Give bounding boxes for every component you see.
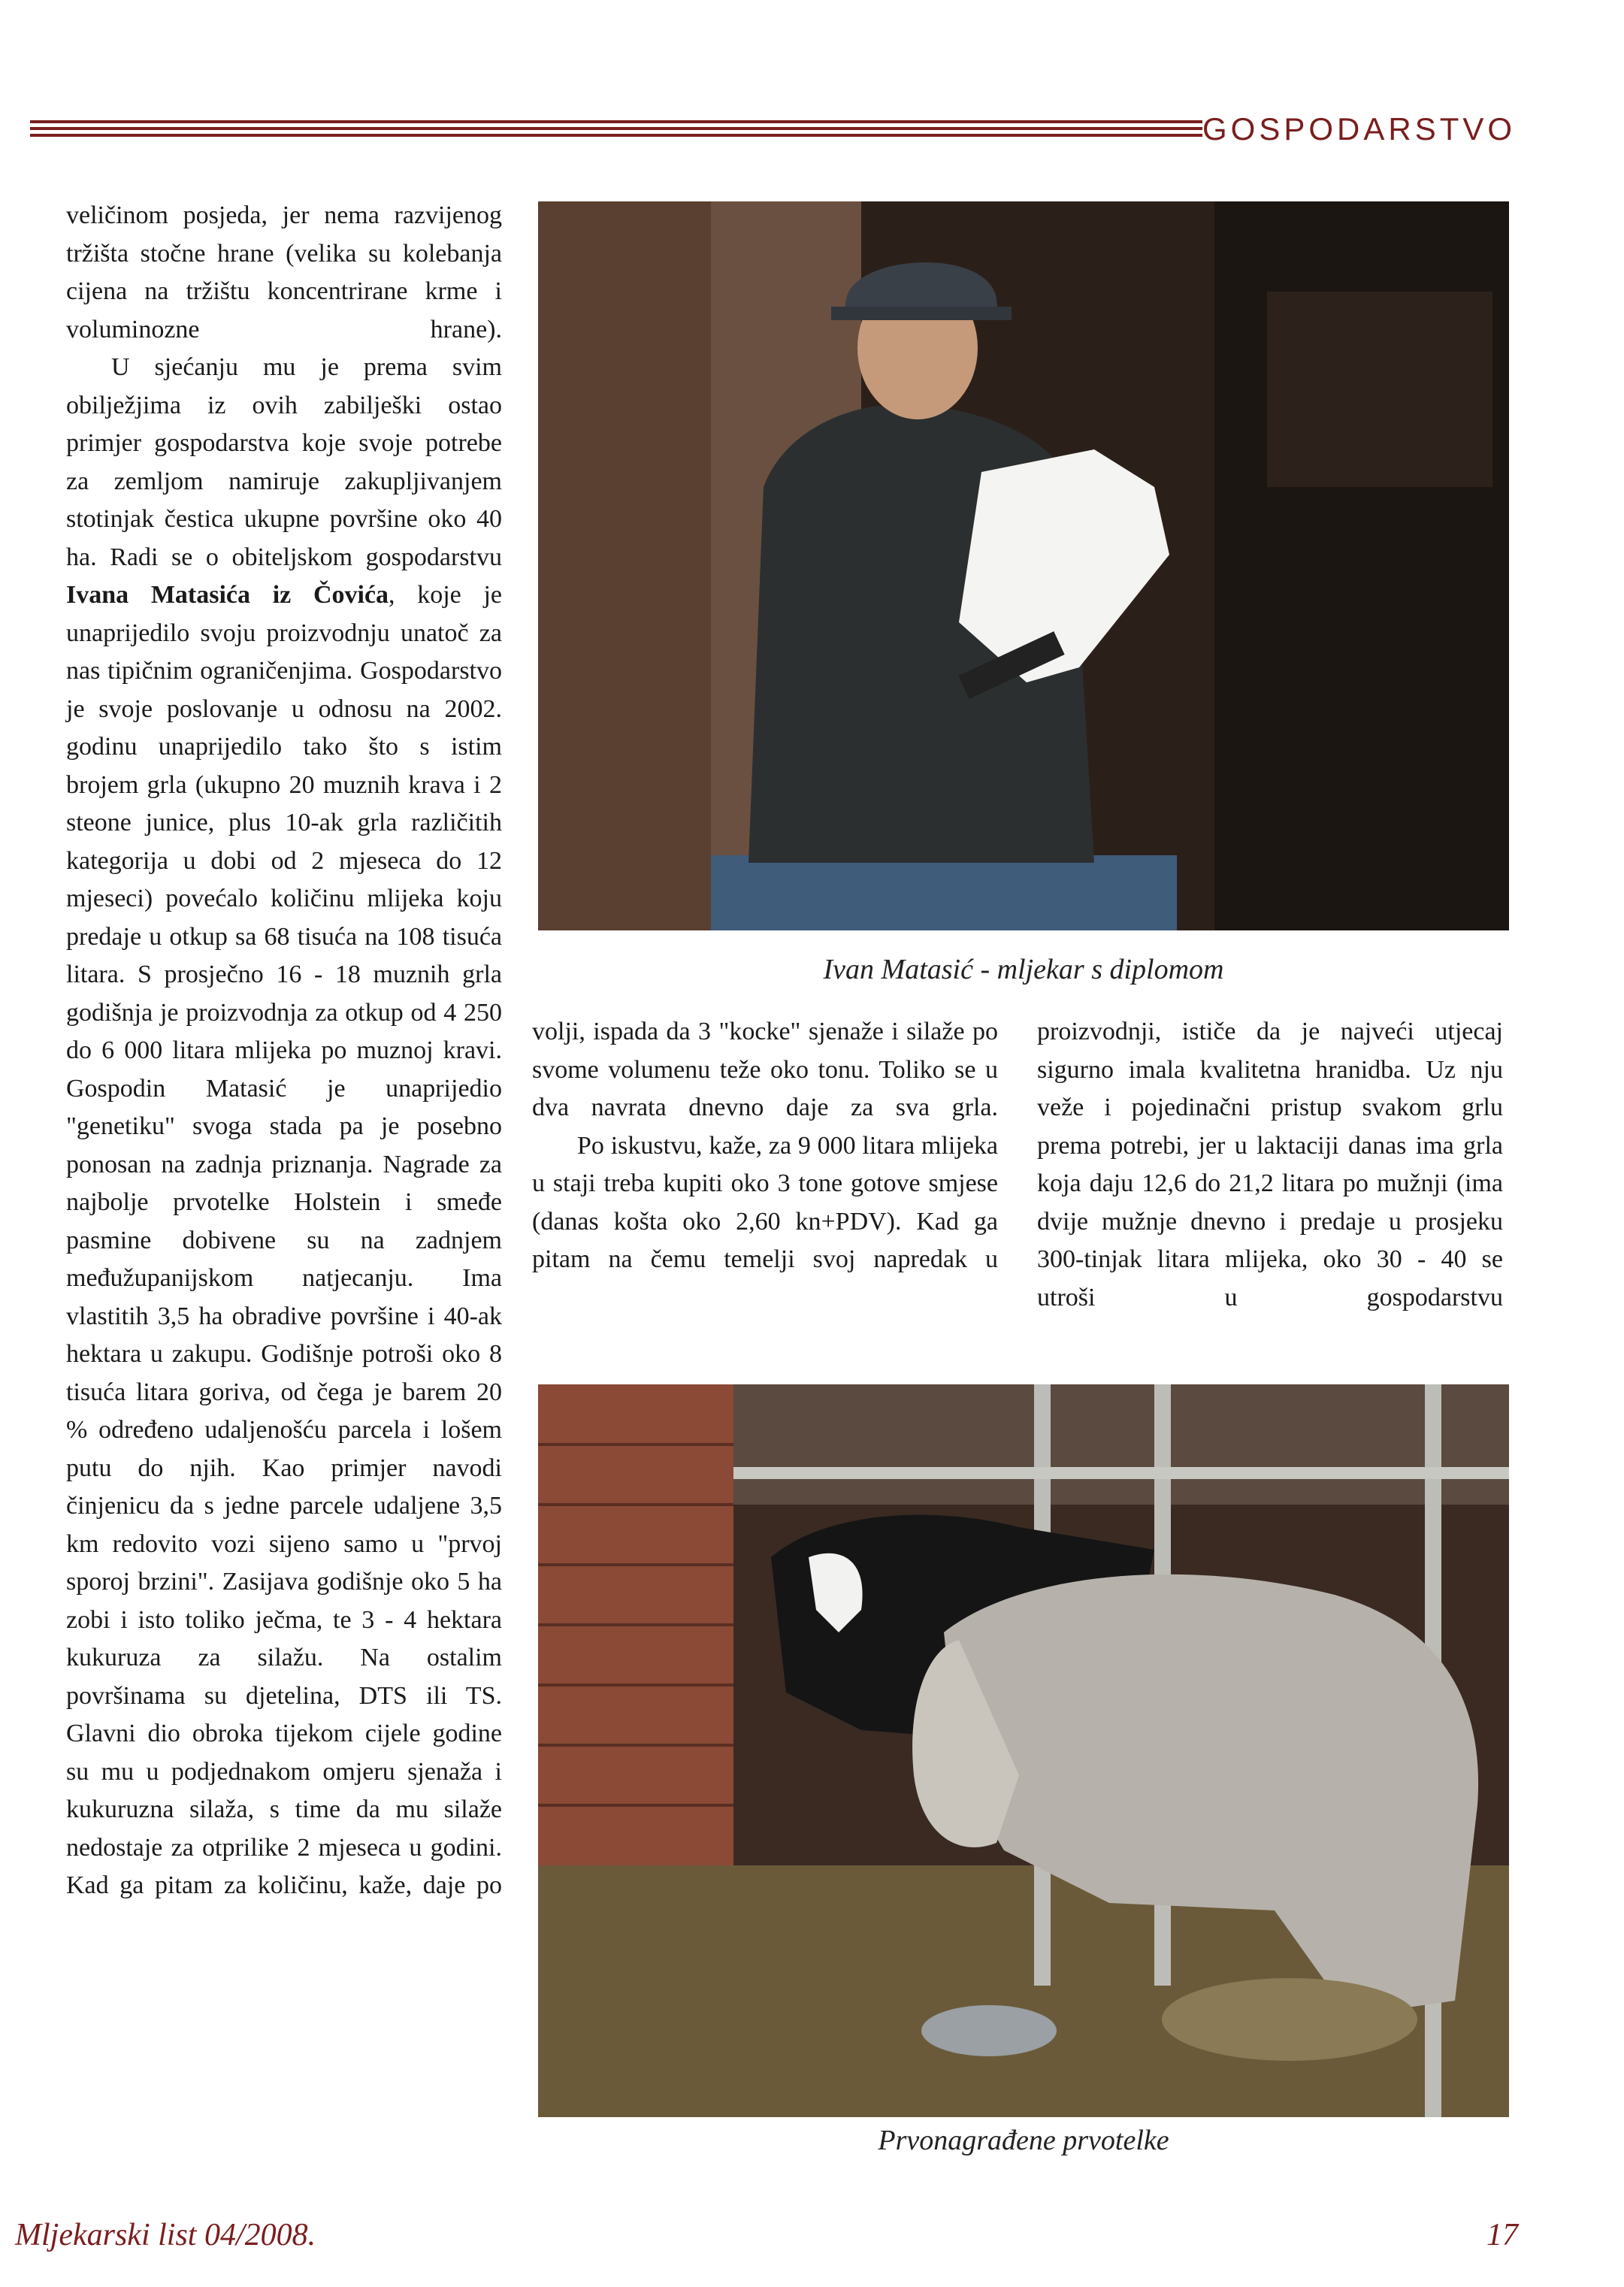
paragraph-text: Po iskustvu, kaže, za 9 000 litara mlijeka u staji treba kupiti oko 3 tone gotove smjese (danas košta oko 2,60 kn+PDV). Kad ga pitam na čemu temelji svoj napredak u [532, 1131, 998, 1273]
paragraph-text: U sjećanju mu je prema svim obilježjima iz ovih zabilješki ostao primjer gospodarstva koje svoje potrebe za zemljom namiruje zakupljivanjem stotinjak čestica ukupne površine oko 40 ha. Radi se o obiteljskom gospodarstvu [66, 353, 502, 571]
section-title: GOSPODARSTVO [1202, 111, 1517, 147]
text-column-2 [532, 1013, 998, 1279]
page-number: 17 [1486, 2218, 1518, 2252]
text-column-3 [1037, 1013, 1503, 1317]
paragraph [532, 1127, 998, 1279]
paragraph [66, 349, 502, 1905]
farmer-photo-illustration [538, 201, 1509, 930]
person-name: Ivana Matasića iz Čovića [66, 581, 389, 609]
photo-farmer [538, 201, 1509, 930]
header-rule [30, 120, 1202, 141]
journal-issue: Mljekarski list 04/2008. [15, 2218, 316, 2252]
text-column-1 [66, 197, 502, 1905]
paragraph-text: volji, ispada da 3 "kocke" sjenaže i silaže po svome volumenu teže oko tonu. Toliko se u dva navrata dnevno daje za sva grla. [532, 1018, 998, 1121]
photo-caption: Ivan Matasić - mljekar s diplomom [823, 954, 1224, 985]
paragraph [66, 197, 502, 349]
photo-cows [538, 1384, 1509, 2117]
paragraph-text: veličinom posjeda, jer nema razvijenog tržišta stočne hrane (velika su kolebanja cijena na tržištu koncentrirane krme i voluminozne hrane). [66, 201, 502, 343]
photo-caption: Prvonagrađene prvotelke [878, 2125, 1169, 2156]
paragraph-text: proizvodnji, ističe da je najveći utjecaj sigurno imala kvalitetna hranidba. Uz nju veže i pojedinačni pristup svakom grlu prema potrebi, jer u laktaciji danas ima grla koja daju 12,6 do 21,2 litara po mužnji (ima dvije mužnje dnevno i predaje u prosjeku 300-tinjak litara mlijeka, oko 30 - 40 se utroši u gospodarstvu [1037, 1018, 1503, 1311]
paragraph [1037, 1013, 1503, 1317]
paragraph [532, 1013, 998, 1127]
cows-photo-illustration [538, 1384, 1509, 2117]
paragraph-text: , koje je unaprijedilo svoju proizvodnju unatoč za nas tipičnim ograničenjima. Gospodarstvo je svoje poslovanje u odnosu na 2002. godinu unaprijedilo tako što s istim brojem grla (ukupno 20 muznih krava i 2 steone junice, plus 10-ak grla različitih kategorija u dobi od 2 mjeseca do 12 mjeseci) povećalo količinu mlijeka koju predaje u otkup sa 68 tisuća na 108 tisuća litara. S prosječno 16 - 18 muznih grla godišnja je proizvodnja za otkup od 4 250 do 6 000 litara mlijeka po muznoj kravi. Gospodin Matasić je unaprijedio "genetiku" svoga stada pa je posebno ponosan na zadnja priznanja. Nagrade za najbolje prvotelke Holstein i smeđe pasmine dobivene su na zadnjem međužupanijskom natjecanju. Ima vlastitih 3,5 ha obradive površine i 40-ak hektara u zakupu. Godišnje potroši oko 8 tisuća litara goriva, od čega je barem 20 % određeno udaljenošću parcela i lošem putu do njih. Kao primjer navodi činjenicu da s jedne parcele udaljene 3,5 km redovito vozi sijeno samo u "prvoj sporoj brzini". Zasijava godišnje oko 5 ha zobi i isto toliko ječma, te 3 - 4 hektara kukuruza za silažu. Na ostalim površinama su djetelina, DTS ili TS. Glavni dio obroka tijekom cijele godine su mu u podjednakom omjeru sjenaža i kukuruzna silaža, s time da mu silaže nedostaje za otprilike 2 mjeseca u godini. Kad ga pitam za količinu, kaže, daje po [66, 581, 503, 1899]
